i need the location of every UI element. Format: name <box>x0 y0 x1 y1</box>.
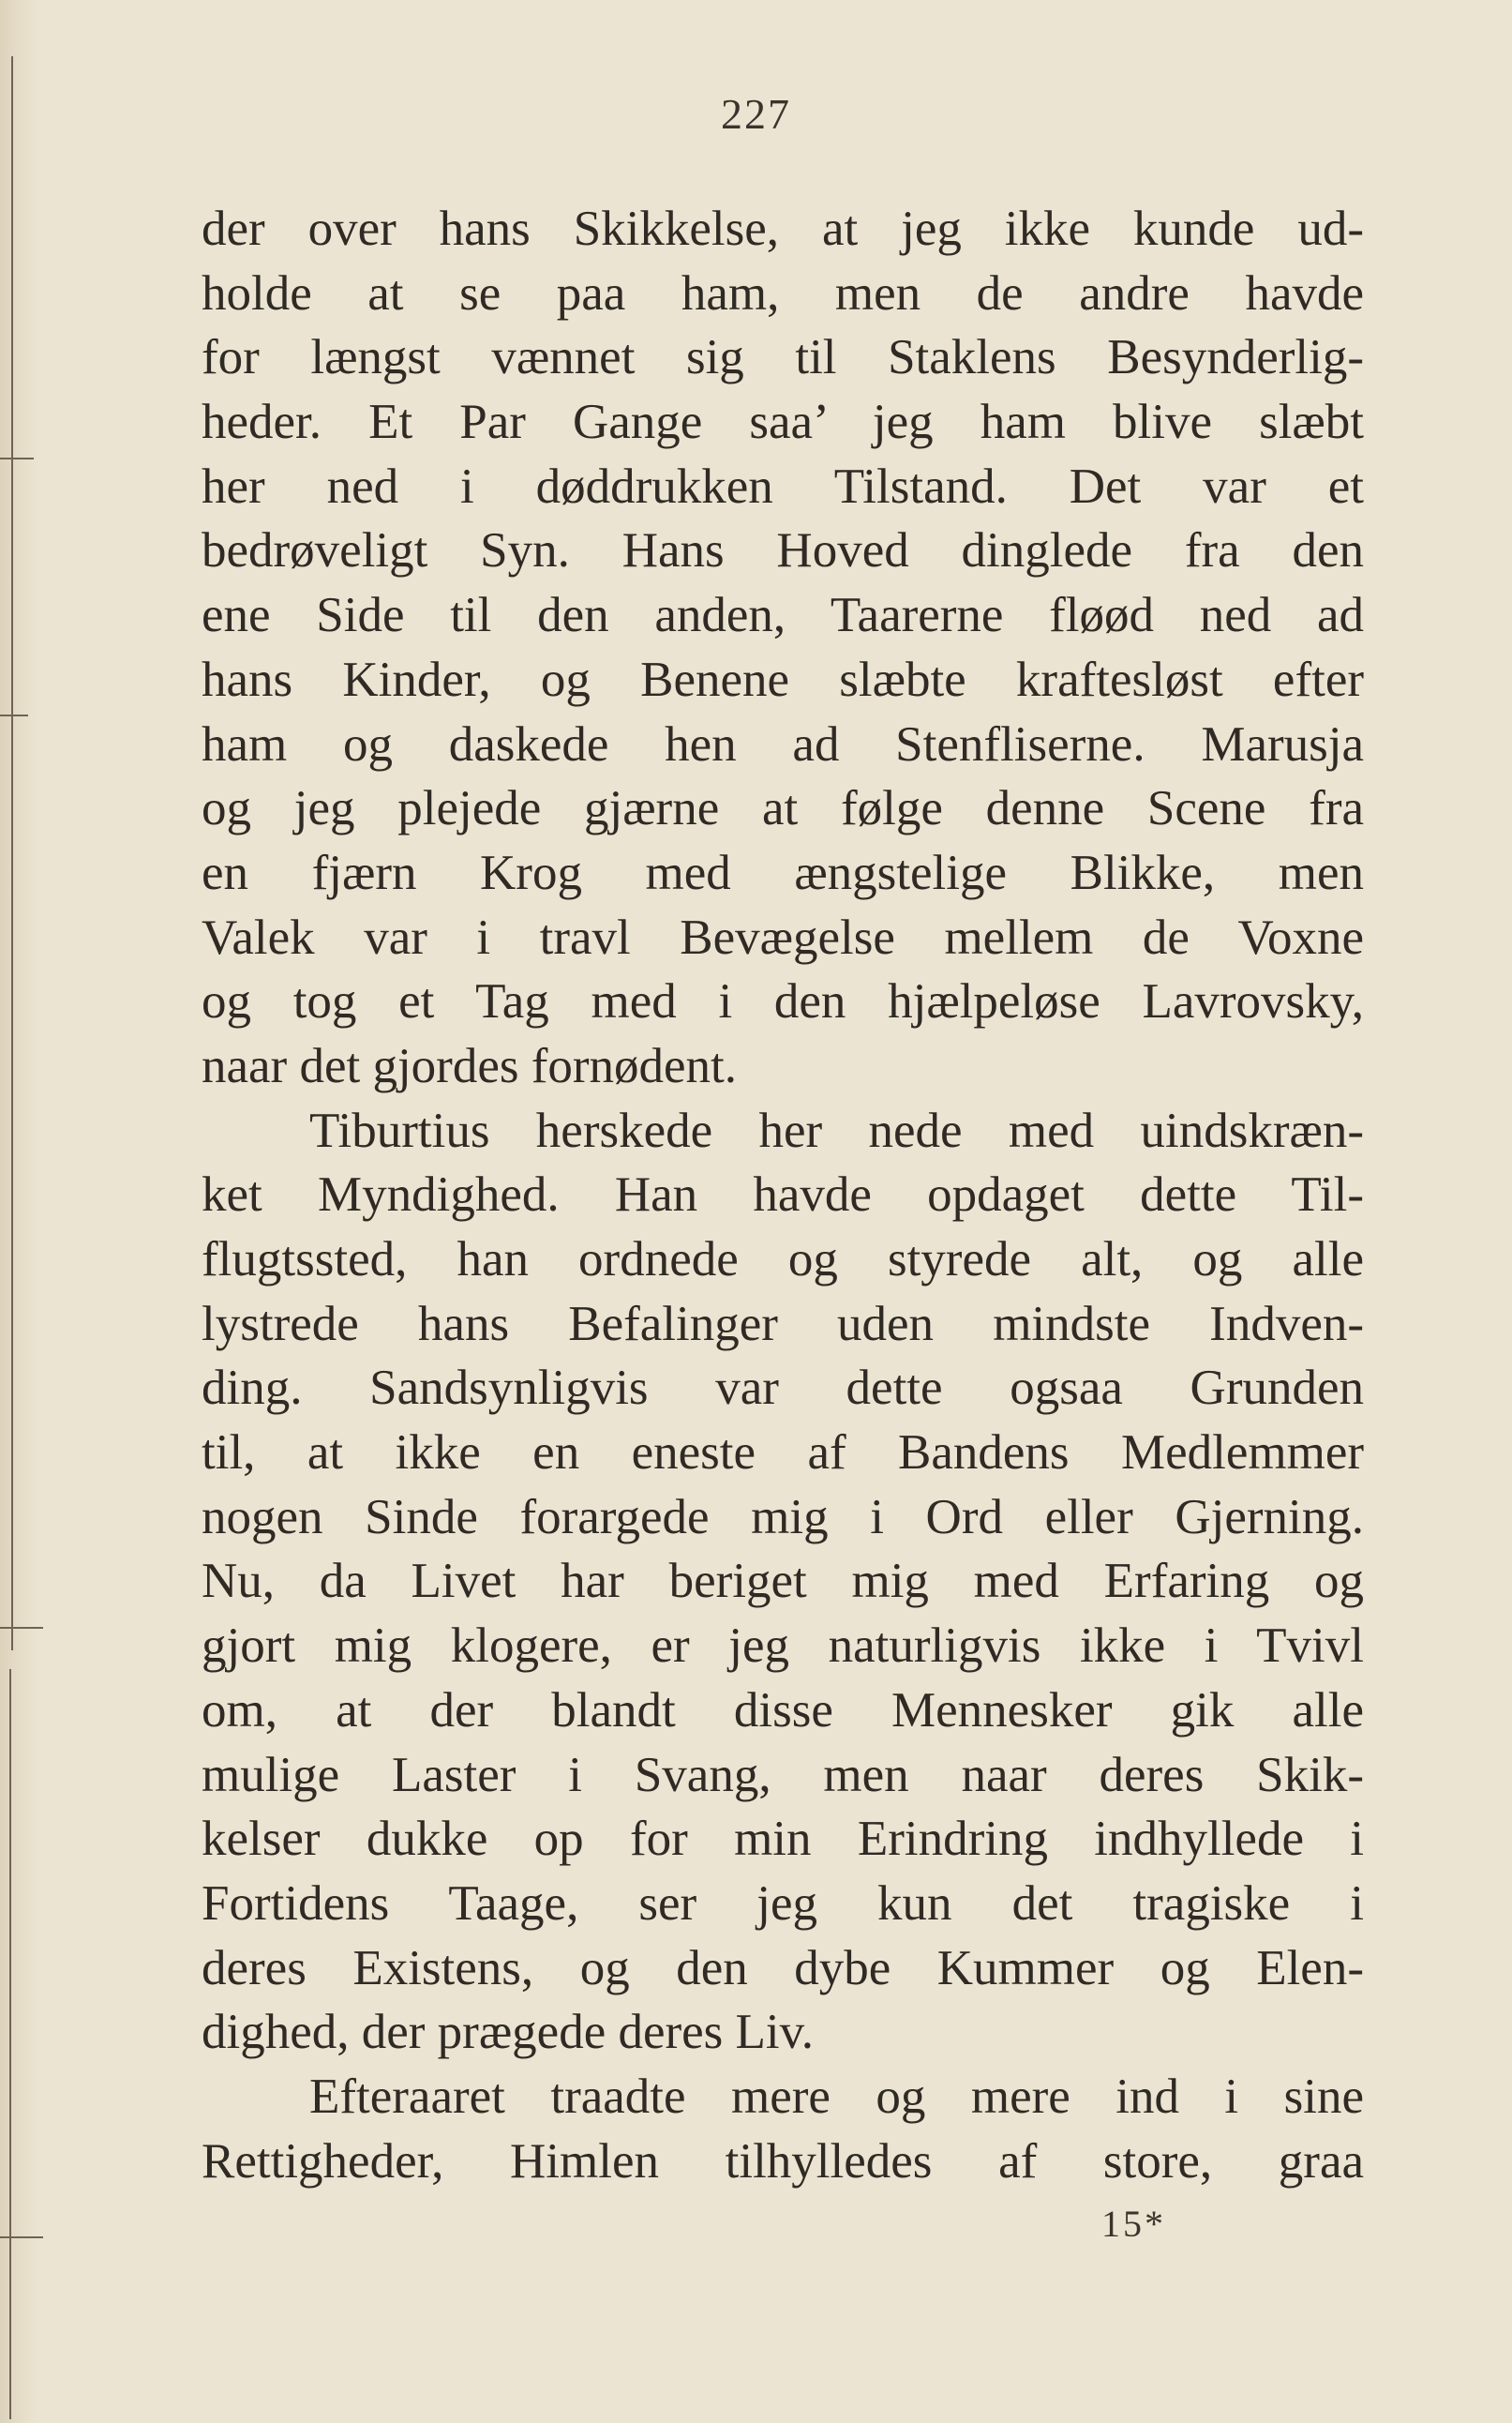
text-line: holde at se paa ham, men de andre havde <box>202 265 1364 321</box>
binding-tick <box>0 715 28 716</box>
text-line: ham og daskede hen ad Stenfliserne. Marusja <box>202 716 1364 772</box>
text-line: hans Kinder, og Benene slæbte kraftesløst efter <box>202 652 1364 707</box>
text-line: gjort mig klogere, er jeg naturligvis ikke i Tvivl <box>202 1618 1364 1674</box>
binding-tick <box>0 458 34 459</box>
text-line: her ned i døddrukken Tilstand. Det var et <box>202 459 1364 514</box>
text-line: ket Myndighed. Han havde opdaget dette Til- <box>202 1167 1364 1223</box>
text-line: nogen Sinde forargede mig i Ord eller Gjerning. <box>202 1489 1364 1544</box>
text-line: Rettigheder, Himlen tilhylledes af store, graa <box>202 2133 1364 2189</box>
text-line: Valek var i travl Bevægelse mellem de Voxne <box>202 910 1364 965</box>
page-number: 227 <box>721 90 791 138</box>
text-line: deres Existens, og den dybe Kummer og Elen- <box>202 1940 1364 1995</box>
text-line: og tog et Tag med i den hjælpeløse Lavrovsky, <box>202 974 1364 1030</box>
body-text <box>202 197 1364 2193</box>
text-line: en fjærn Krog med ængstelige Blikke, men <box>202 845 1364 900</box>
text-line: og jeg plejede gjærne at følge denne Scene fra <box>202 781 1364 836</box>
text-line: Fortidens Taage, ser jeg kun det tragiske i <box>202 1875 1364 1931</box>
signature-mark: 15* <box>1101 2203 1166 2245</box>
text-line: ding. Sandsynligvis var dette ogsaa Grunden <box>202 1361 1364 1416</box>
binding-tick <box>0 1627 43 1629</box>
binding-rule <box>11 56 13 1650</box>
text-line: lystrede hans Befalinger uden mindste Indven- <box>202 1296 1364 1351</box>
text-line: heder. Et Par Gange saa’ jeg ham blive slæbt <box>202 395 1364 450</box>
text-line: Nu, da Livet har beriget mig med Erfaring og <box>202 1554 1364 1609</box>
text-line: kelser dukke op for min Erindring indhyllede i <box>202 1812 1364 1867</box>
binding-tick <box>0 2236 43 2238</box>
text-line: dighed, der prægede deres Liv. <box>202 2005 814 2060</box>
text-line: til, at ikke en eneste af Bandens Medlemmer <box>202 1425 1364 1481</box>
text-line: bedrøveligt Syn. Hans Hoved dinglede fra den <box>202 523 1364 579</box>
text-line: flugtssted, han ordnede og styrede alt, og alle <box>202 1232 1364 1287</box>
page-binding-edge <box>0 0 37 2423</box>
text-line: for længst vænnet sig til Staklens Besynderlig- <box>202 330 1364 385</box>
text-line: naar det gjordes fornødent. <box>202 1038 738 1093</box>
text-line: mulige Laster i Svang, men naar deres Skik- <box>202 1747 1364 1802</box>
text-line: ene Side til den anden, Taarerne fløød ned ad <box>202 588 1364 643</box>
paragraph-first-line: Tiburtius herskede her nede med uindskræn- <box>309 1103 1364 1158</box>
text-line: der over hans Skikkelse, at jeg ikke kunde ud- <box>202 202 1364 256</box>
text-line: om, at der blandt disse Mennesker gik alle <box>202 1682 1364 1738</box>
binding-rule <box>9 1669 11 2419</box>
paragraph-first-line: Efteraaret traadte mere og mere ind i sine <box>309 2069 1364 2124</box>
